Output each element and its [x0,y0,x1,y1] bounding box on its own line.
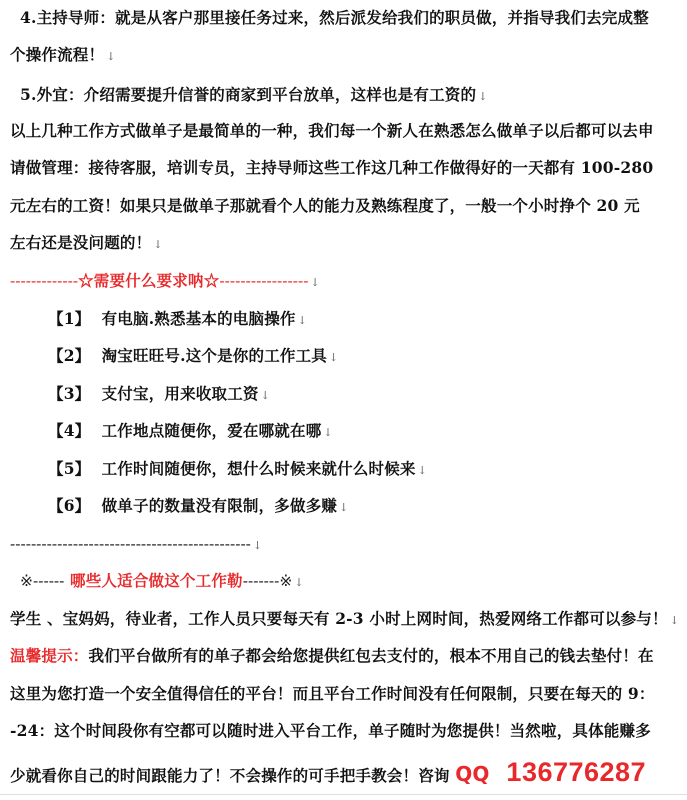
item-number: 【3】 [48,384,91,403]
section-title: ☆需要什么要求呐☆ [78,271,220,290]
paragraph-mark: ↓ [339,501,349,514]
item-text: 支付宝，用来收取工资 [101,384,259,403]
requirements-header [10,271,320,293]
paragraph-mark: ↓ [252,539,263,552]
paragraph-mark: ↓ [297,314,308,327]
requirement-item [48,384,270,406]
paragraph-mark: ↓ [310,276,320,289]
text: 元左右的工资！如果只是做单子那就看个人的能力及熟练程度了，一般一个小时挣个 20 元 [10,196,640,215]
item-text: 淘宝旺旺号.这个是你的工作工具 [101,346,327,365]
suitable-header [20,571,304,593]
requirement-item [48,309,307,331]
tip-line4 [10,758,646,790]
paragraph-mark: ↓ [294,576,304,589]
item-text: 做单子的数量没有限制，多做多赚 [101,496,338,515]
paragraph-mark: ↓ [106,50,116,63]
requirement-item [48,346,338,368]
qq-label: QQ [455,762,490,786]
item-text: 工作时间随便你，想什么时候来就什么时候来 [101,459,416,478]
separator-dashes: ※------ [20,572,65,590]
text: 少就看你自己的时间跟能力了！不会操作的可手把手教会！咨询 [10,766,450,785]
text: 个操作流程！ [10,45,105,64]
qq-number: 136776287 [506,757,647,787]
paragraph-summary-line4 [10,233,163,255]
paragraph-mark: ↓ [417,464,428,477]
item-number: 【5】 [48,459,91,478]
item-text: 工作地点随便你，爱在哪就在哪 [101,421,322,440]
text: 我们平台做所有的单子都会给您提供红包去支付的，根本不用自己的钱去垫付！在 [88,646,654,665]
text: 请做管理：接待客服，培训专员，主持导师这些工作这几种工作做得好的一天都有 100-280 [10,158,654,177]
requirements-footer-rule [10,534,262,556]
paragraph-mark: ↓ [478,90,488,103]
item-number: 【4】 [48,421,91,440]
text: 以上几种工作方式做单子是最简单的一种，我们每一个新人在熟悉怎么做单子以后都可以去申 [10,121,654,140]
item-text: 有电脑.熟悉基本的电脑操作 [101,309,296,328]
requirement-item [48,421,333,443]
text: 左右还是没问题的！ [10,233,152,252]
section-title: 哪些人适合做这个工作勒 [70,571,243,590]
tip-label: 温馨提示： [10,646,89,665]
separator-dashes: ----------------- [219,272,309,290]
text: 4.主持导师：就是从客户那里接任务过来，然后派发给我们的职员做，并指导我们去完成整 [20,8,649,27]
separator-dashes: ------------- [10,272,79,290]
tip-line3 [10,721,651,741]
paragraph-summary-line1 [10,121,654,141]
paragraph-summary-line3 [10,196,640,216]
text: 学生 、宝妈妈，待业者，工作人员只要每天有 2-3 小时上网时间，热爱网络工作都可以参与！ [10,609,668,628]
paragraph-mark: ↓ [329,351,339,364]
separator-dashes: ---------------------------------------------- [10,535,251,553]
item-number: 【1】 [48,309,91,328]
paragraph-host-role-line1 [20,8,649,28]
item-number: 【6】 [48,496,91,515]
separator-dashes: -------※ [242,572,293,590]
paragraph-mark: ↓ [669,614,680,627]
text: -24：这个时间段你有空都可以随时进入平台工作，单子随时为您提供！当然啦，具体能赚多 [10,721,651,740]
paragraph-summary-line2 [10,158,653,178]
tip-line2 [10,684,655,704]
paragraph-mark: ↓ [260,389,271,402]
requirement-item [48,459,427,481]
paragraph-mark: ↓ [153,238,163,251]
text: 这里为您打造一个安全值得信任的平台！而且平台工作时间没有任何限制，只要在每天的 9： [10,684,655,703]
paragraph-promotion [20,85,488,107]
paragraph-mark: ↓ [323,426,333,439]
item-number: 【2】 [48,346,91,365]
paragraph-host-role-line2 [10,45,116,67]
suitable-text [10,609,679,631]
requirement-item [48,496,349,518]
page-divider [0,794,687,795]
text: 5.外宜：介绍需要提升信誉的商家到平台放单，这样也是有工资的 [20,85,477,104]
tip-line1 [10,646,654,666]
